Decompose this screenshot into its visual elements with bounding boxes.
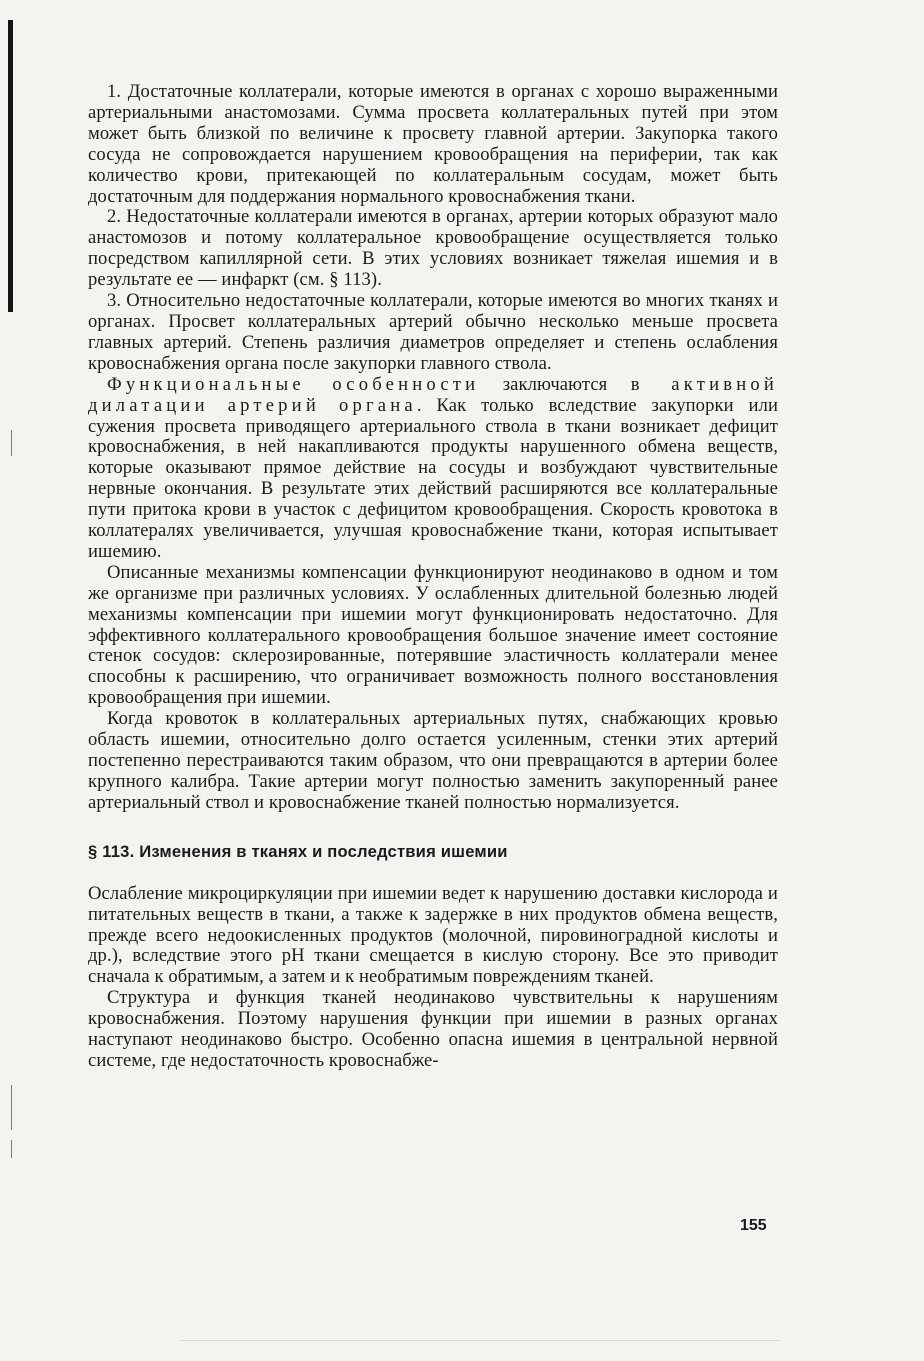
paragraph-functional-features	[88, 375, 778, 563]
paragraph-sufficient-collaterals: 1. Достаточные коллатерали, которые имеются в органах с хорошо выраженными артериальными анастомозами. Сумма просвета коллатеральных путей при этом может быть близкой по величине к просвету главной артерии. Закупорка такого сосуда не сопровождается нарушением кровообращения на периферии, так как количество крови, притекающей по коллатеральным сосудам, может быть достаточным для поддержания нормального кровоснабжения ткани.	[88, 81, 778, 207]
section-heading: § 113. Изменения в тканях и последствия ишемии	[88, 841, 508, 861]
paragraph-text-fragment: . Как только вследствие закупорки или сужения просвета приводящего артериального ствола в ткани возникает дефицит кровоснабжения, в ней накапливаются продукты нарушенного обмена веществ, которые оказывают прямое действие на сосуды и возбуждают чувствительные нервные окончания. В результате этих действий расширяются все коллатеральные пути притока крови в участок с дефицитом кровообращения. Скорость кровотока в коллатералях увеличивается, улучшая кровоснабжение ткани, которая испытывает ишемию.	[88, 394, 779, 562]
paragraph-compensation-mechanisms: Описанные механизмы компенсации функционируют неодинаково в одном и том же организме при различных условиях. У ослабленных длительной болезнью людей механизмы компенсации при ишемии могут функционировать недостаточно. Для эффективного коллатерального кровообращения большое значение имеет состояние стенок сосудов: склерозированные, потерявшие эластичность коллатерали менее способны к расширению, что ограничивает возможность полного восстановления кровообращения при ишемии.	[88, 561, 778, 709]
scan-bottom-edge	[180, 1340, 780, 1341]
paragraph-microcirculation: Ослабление микроциркуляции при ишемии ведет к нарушению доставки кислорода и питательных веществ в ткани, а также к задержке в них продуктов обмена веществ, прежде всего недоокисленных продуктов (молочной, пировиноградной кислоты и др.), вследствие этого pH ткани смещается в кислую сторону. Все это приводит сначала к обратимым, а затем и к необратимым повреждениям тканей.	[88, 882, 778, 988]
paragraph-insufficient-collaterals: 2. Недостаточные коллатерали имеются в органах, артерии которых образуют мало анастомозов и потому коллатеральное кровообращение осуществляется только посредством капиллярной сети. В этих условиях возникает тяжелая ишемия и в результате ее — инфаркт (см. § 113).	[88, 206, 778, 291]
paragraph-artery-restructuring: Когда кровоток в коллатеральных артериальных путях, снабжающих кровью область ишемии, относительно долго остается усиленным, стенки этих артерий постепенно перестраиваются таким образом, что они превращаются в артерии более крупного калибра. Такие артерии могут полностью заменить закупоренный ранее артериальный ствол и кровоснабжение тканей полностью нормализуется.	[88, 708, 778, 813]
scan-margin-mark	[11, 1085, 12, 1130]
scan-page-edge	[8, 20, 13, 312]
paragraph-text-fragment: заключаются	[479, 373, 631, 395]
page-content	[88, 82, 778, 1072]
paragraph-relatively-insufficient-collaterals: 3. Относительно недостаточные коллатерали, которые имеются во многих тканях и органах. Просвет коллатеральных артерий обычно несколько меньше просвета главных артерий. Степень различия диаметров определяет и степень ослабления кровоснабжения органа после закупорки главного ствола.	[88, 290, 778, 374]
paragraph-tissue-sensitivity: Структура и функция тканей неодинаково чувствительны к нарушениям кровоснабжения. Поэтому нарушения функции при ишемии в разных органах наступают неодинаково быстро. Особенно опасна ишемия в центральной нервной системе, где недостаточность кровоснабже-	[88, 987, 778, 1071]
spaced-term-functional-features: Функциональные особенности	[107, 373, 480, 395]
scan-margin-mark	[11, 430, 12, 456]
page-number: 155	[740, 1217, 767, 1234]
spaced-term-active-dilatation: в активной дилатации артерий органа	[88, 373, 778, 416]
scan-margin-mark	[11, 1140, 12, 1158]
